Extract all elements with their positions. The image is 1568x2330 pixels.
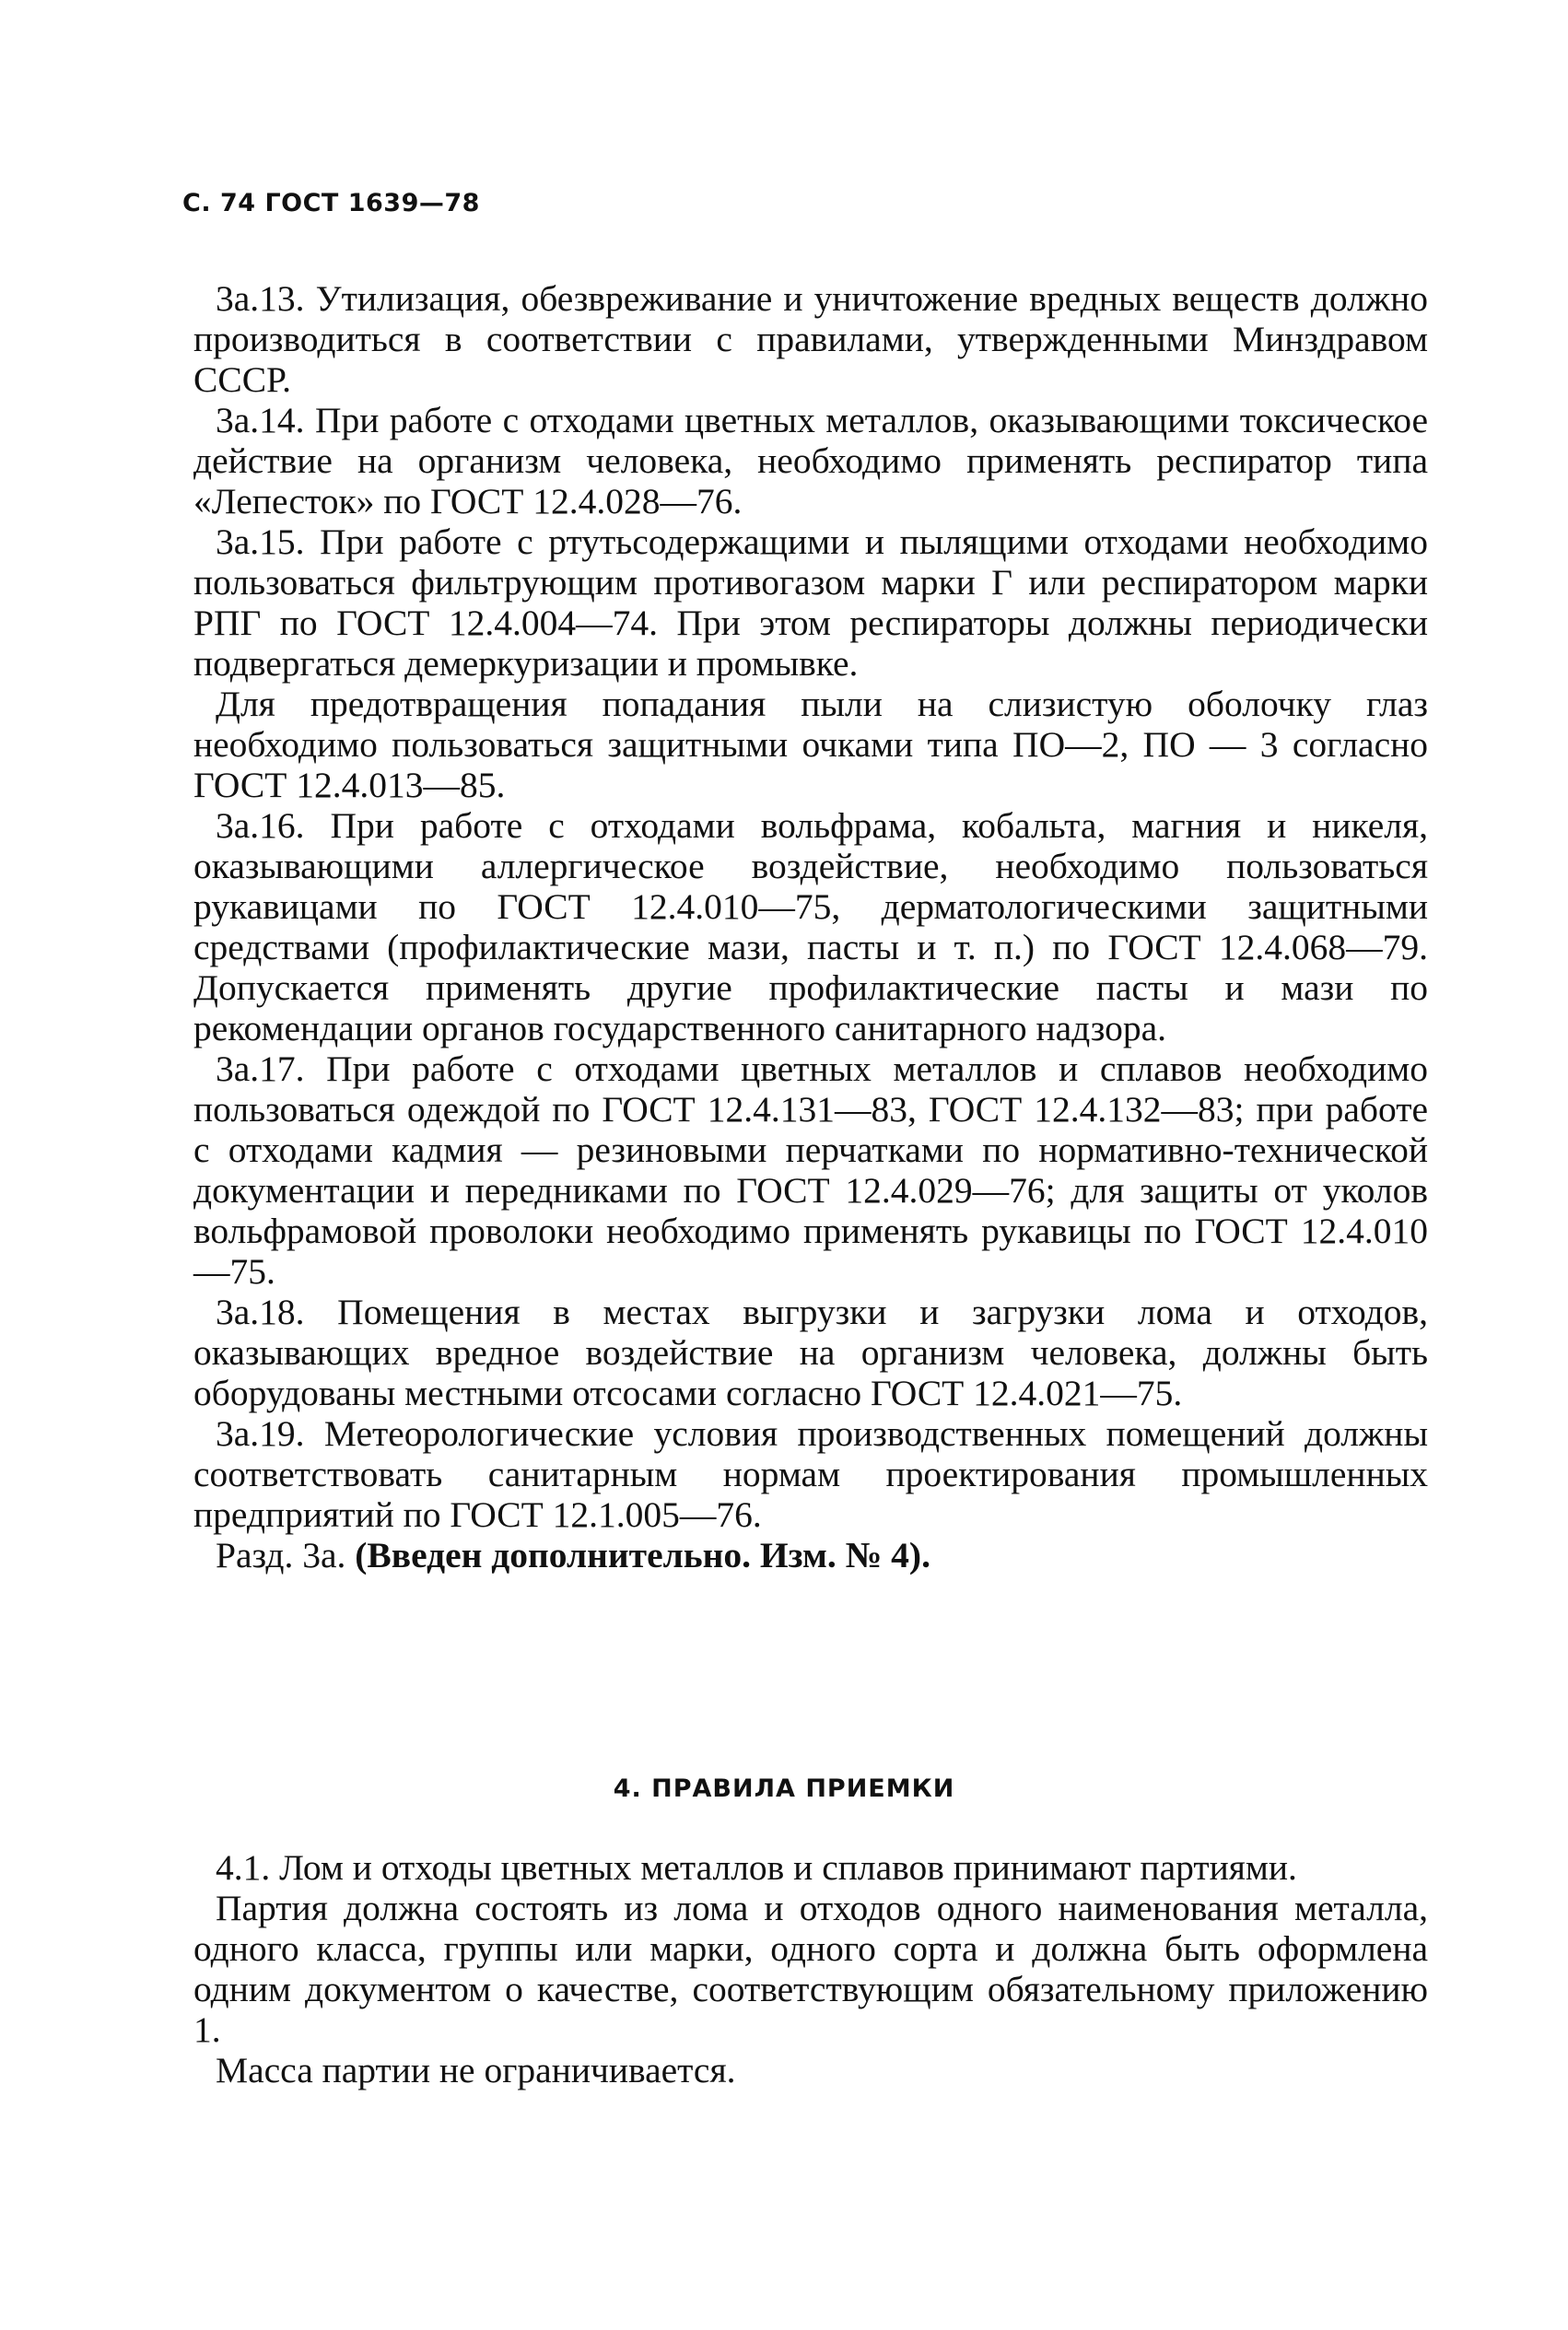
amendment-prefix: Разд. 3а.	[216, 1535, 346, 1575]
amendment-bold: (Введен дополнительно. Изм. № 4).	[355, 1535, 930, 1575]
paragraph-3a-14: 3а.14. При работе с отходами цветных металлов, оказывающими токсическое действие на организм человека, необходимо применять респиратор типа «Лепесток» по ГОСТ 12.4.028—76.	[193, 400, 1428, 521]
paragraph-3a-18: 3а.18. Помещения в местах выгрузки и загрузки лома и отходов, оказывающих вредное воздействие на организм человека, должны быть оборудованы местными отсосами согласно ГОСТ 12.4.021—75.	[193, 1292, 1428, 1413]
amendment-note	[193, 1535, 1428, 1575]
paragraph-batch-mass: Масса партии не ограничивается.	[216, 2050, 736, 2090]
paragraph-4-1: 4.1. Лом и отходы цветных металлов и сплавов принимают партиями.	[216, 1847, 1297, 1888]
paragraph-3a-15: 3а.15. При работе с ртутьсодержащими и пылящими отходами необходимо пользоваться фильтрующим противогазом марки Г или респиратором марки РПГ по ГОСТ 12.4.004—74. При этом респираторы должны периодически подвергаться демеркуризации и промывке.	[193, 521, 1428, 684]
paragraph-3a-16: 3а.16. При работе с отходами вольфрама, кобальта, магния и никеля, оказывающими аллергическое воздействие, необходимо пользоваться рукавицами по ГОСТ 12.4.010—75, дерматологическими защитными средствами (профилактические мази, пасты и т. п.) по ГОСТ 12.4.068—79. Допускается применять другие профилактические пасты и мази по рекомендации органов государственного санитарного надзора.	[193, 805, 1428, 1048]
section-4-title: 4. ПРАВИЛА ПРИЕМКИ	[613, 1774, 955, 1803]
page-header: С. 74 ГОСТ 1639—78	[182, 189, 480, 217]
section-3a-text	[193, 278, 1428, 1575]
section-4-text	[193, 1847, 1428, 2090]
paragraph-3a-19: 3а.19. Метеорологические условия производственных помещений должны соответствовать санитарным нормам проектирования промышленных предприятий по ГОСТ 12.1.005—76.	[193, 1413, 1428, 1535]
paragraph-3a-13: 3а.13. Утилизация, обезвреживание и уничтожение вредных веществ должно производиться в соответствии с правилами, утвержденными Минздравом СССР.	[193, 278, 1428, 400]
paragraph-3a-17: 3а.17. При работе с отходами цветных металлов и сплавов необходимо пользоваться одеждой по ГОСТ 12.4.131—83, ГОСТ 12.4.132—83; при работе с отходами кадмия — резиновыми перчатками по нормативно-технической документации и передниками по ГОСТ 12.4.029—76; для защиты от уколов вольфрамовой проволоки необходимо применять рукавицы по ГОСТ 12.4.010—75.	[193, 1048, 1428, 1292]
paragraph-eye-protection: Для предотвращения попадания пыли на слизистую оболочку глаз необходимо пользоваться защитными очками типа ПО—2, ПО — 3 согласно ГОСТ 12.4.013—85.	[193, 684, 1428, 805]
paragraph-batch-composition: Партия должна состоять из лома и отходов одного наименования металла, одного класса, группы или марки, одного сорта и должна быть оформлена одним документом о качестве, соответствующим обязательному приложению 1.	[193, 1888, 1428, 2050]
